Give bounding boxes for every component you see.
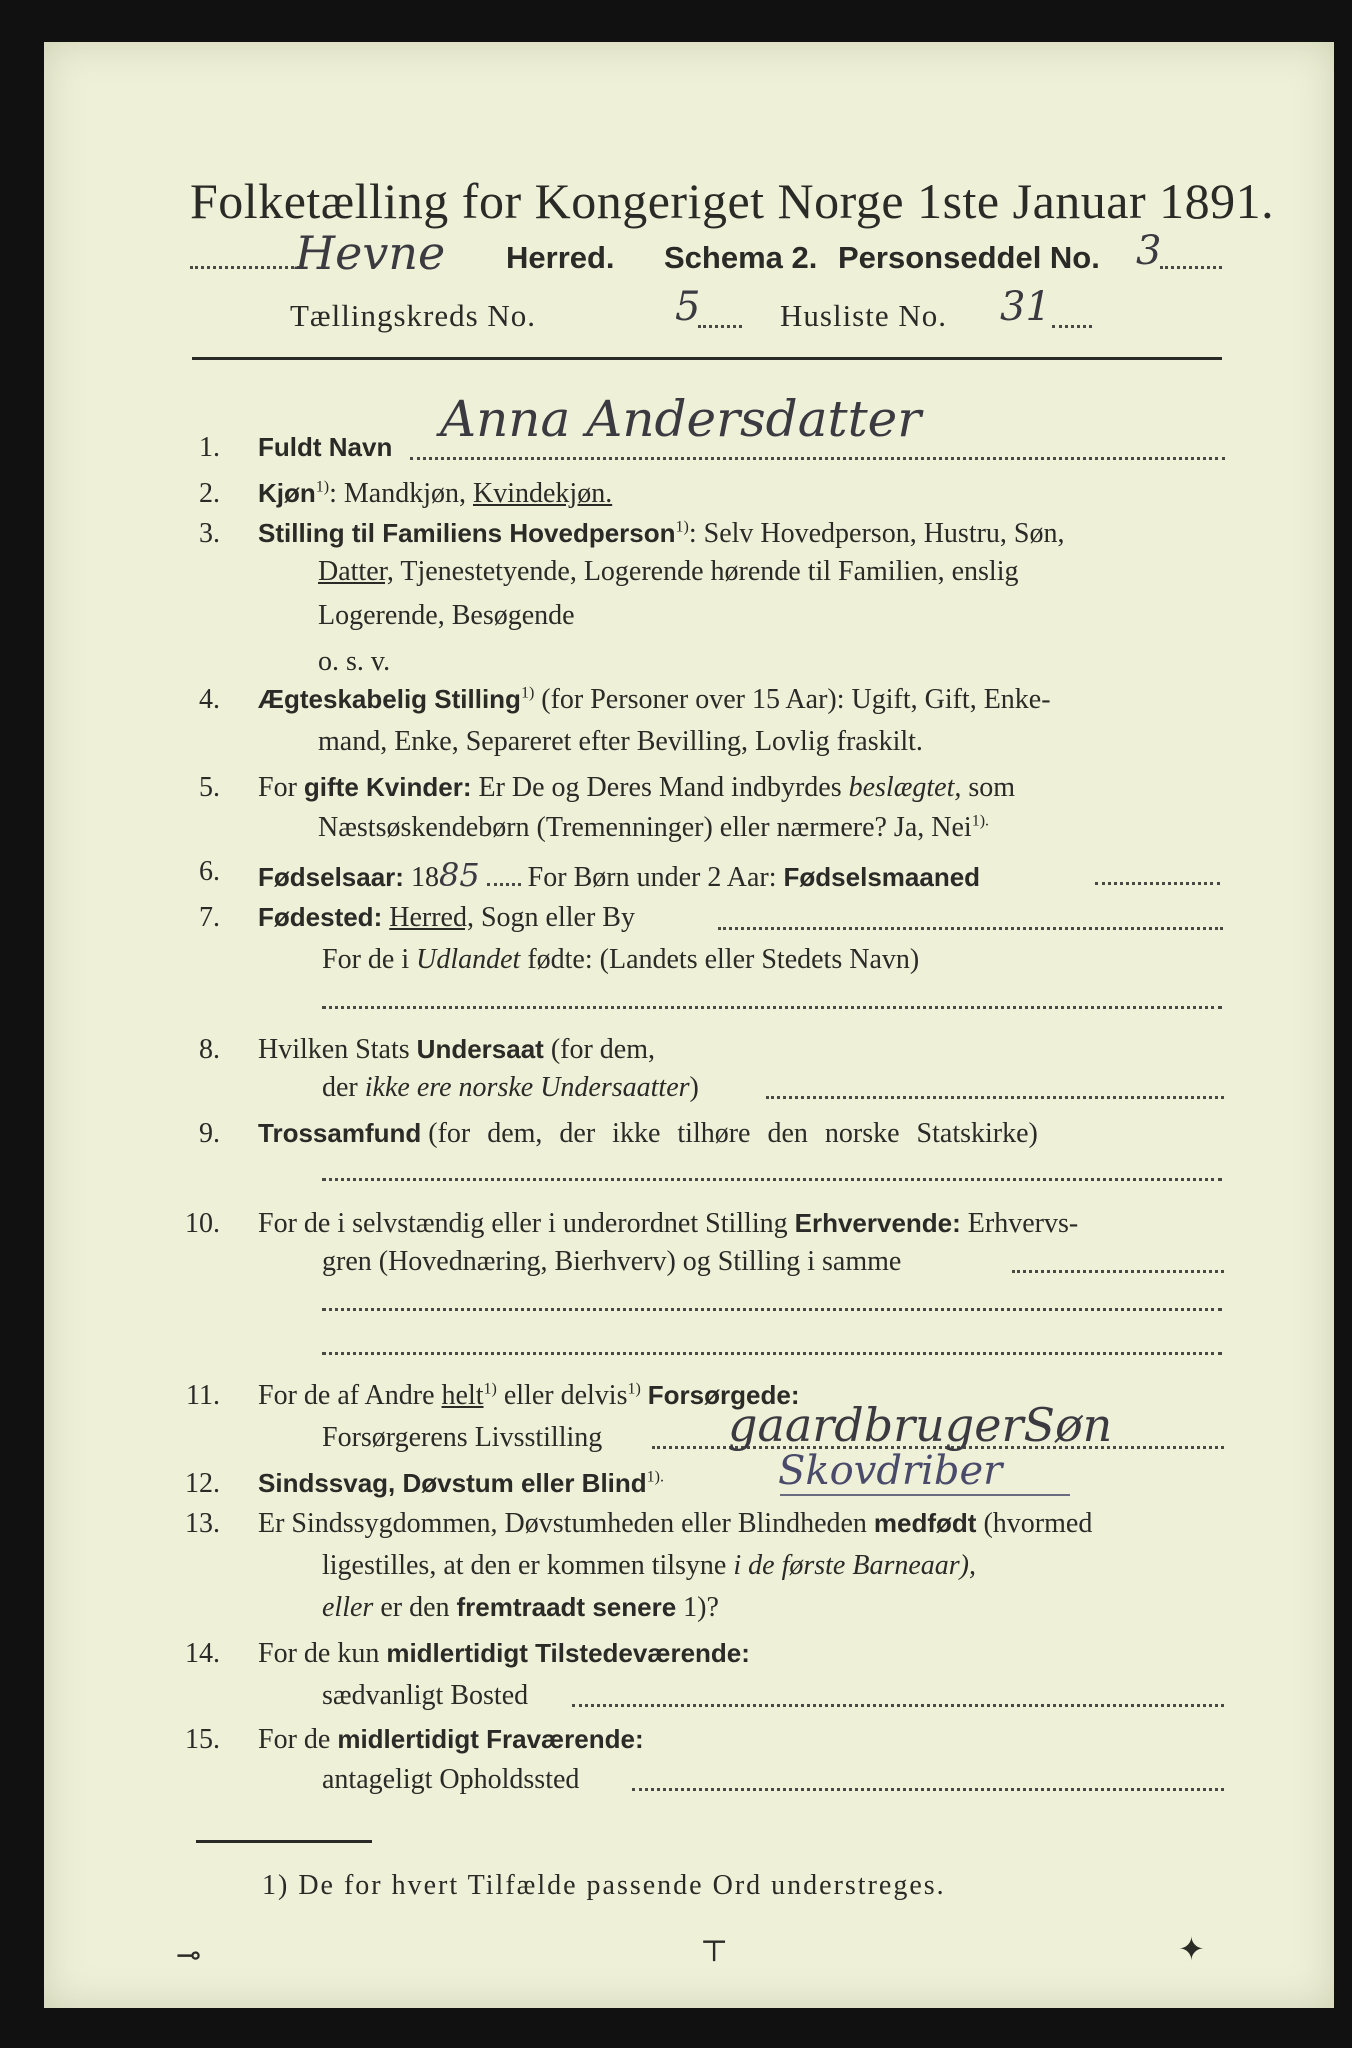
herred-label: Herred. bbox=[506, 240, 615, 275]
husliste-label: Husliste No. bbox=[780, 298, 947, 333]
q13-line2: ligestilles, at den er kommen tilsyne i de første Barneaar), bbox=[322, 1550, 976, 1581]
q15-line1: For de midlertidigt Fraværende: bbox=[258, 1724, 644, 1755]
q3-line1: Stilling til Familiens Hovedperson$^{1)}$: Selv Hovedperson, Hustru, Søn, bbox=[258, 518, 1065, 549]
q13-line3: eller er den fremtraadt senere 1)? bbox=[322, 1592, 719, 1623]
q2-selected: Kvindekjøn. bbox=[472, 478, 613, 509]
registration-mark-center: ⊤ bbox=[700, 1935, 729, 1968]
q10-line1: For de i selvstændig eller i underordnet Stilling Erhvervende: Erhvervs- bbox=[258, 1208, 1079, 1239]
q11-line1: For de af Andre helt$^{1)}$ eller delvis$^{1)}$ Forsørgede: bbox=[258, 1380, 800, 1411]
q7-line2: For de i Udlandet fødte: (Landets eller Stedets Navn) bbox=[322, 944, 920, 975]
q11-selected: helt bbox=[441, 1380, 484, 1411]
q1-answer-name: Anna Andersdatter bbox=[440, 390, 922, 448]
husliste-number: 31 bbox=[1000, 284, 1051, 330]
registration-mark-right: ✦ bbox=[1178, 1931, 1205, 1967]
q2-line: Kjøn$^{1)}$: Mandkjøn, Kvindekjøn. bbox=[258, 478, 613, 509]
q4-line1: Ægteskabelig Stilling$^{1)}$ (for Personer over 15 Aar): Ugift, Gift, Enke- bbox=[258, 684, 1051, 715]
registration-mark-left: ⊸ bbox=[176, 1939, 202, 1972]
q9-line: Trossamfund (for dem, der ikke tilhøre den norske Statskirke) bbox=[258, 1118, 1038, 1149]
q8-line1: Hvilken Stats Undersaat (for dem, bbox=[258, 1034, 656, 1065]
taellingskreds-number: 5 bbox=[675, 284, 701, 330]
schema-label: Schema 2. bbox=[664, 240, 818, 275]
header-rule bbox=[192, 357, 1222, 360]
q13-line1: Er Sindssygdommen, Døvstumheden eller Blindheden medfødt (hvormed bbox=[258, 1508, 1093, 1539]
form-title: Folketælling for Kongeriget Norge 1ste Januar 1891. bbox=[190, 173, 1275, 229]
herred-handwritten: Hevne bbox=[295, 226, 446, 280]
taellingskreds-label: Tællingskreds No. bbox=[290, 298, 537, 333]
q7-selected: Herred, bbox=[389, 902, 474, 933]
q6-year-handwritten: 85 bbox=[438, 856, 480, 894]
q8-line2: der ikke ere norske Undersaatter) bbox=[322, 1072, 699, 1103]
footnote-rule bbox=[196, 1840, 372, 1843]
q5-line1: For gifte Kvinder: Er De og Deres Mand indbyrdes beslægtet, som bbox=[258, 772, 1016, 803]
q14-line1: For de kun midlertidigt Tilstedeværende: bbox=[258, 1638, 750, 1669]
q12-line: Sindssvag, Døvstum eller Blind$^{1).}$ bbox=[258, 1468, 664, 1498]
q5-line2: Næstsøskendebørn (Tremenninger) eller nærmere? Ja, Nei$^{1).}$ bbox=[318, 812, 990, 843]
q7-line1: Fødested: Herred, Sogn eller By bbox=[258, 902, 635, 933]
personseddel-label: Personseddel No. bbox=[838, 240, 1100, 275]
q11-answer: gaardbrugerSøn bbox=[728, 1398, 1113, 1452]
q1-label: Fuldt Navn bbox=[258, 432, 393, 462]
q3-selected: Datter, bbox=[318, 556, 394, 587]
footnote: 1) De for hvert Tilfælde passende Ord understreges. bbox=[262, 1870, 946, 1901]
q12-answer: Skovdriber bbox=[778, 1448, 1003, 1494]
census-form bbox=[44, 42, 1334, 2008]
personseddel-number: 3 bbox=[1136, 228, 1162, 274]
q6-line: Fødselsaar: 1885 For Børn under 2 Aar: Fødselsmaaned bbox=[258, 856, 981, 894]
q3-line2: Datter, Tjenestetyende, Logerende hørende til Familien, enslig bbox=[318, 556, 1019, 587]
